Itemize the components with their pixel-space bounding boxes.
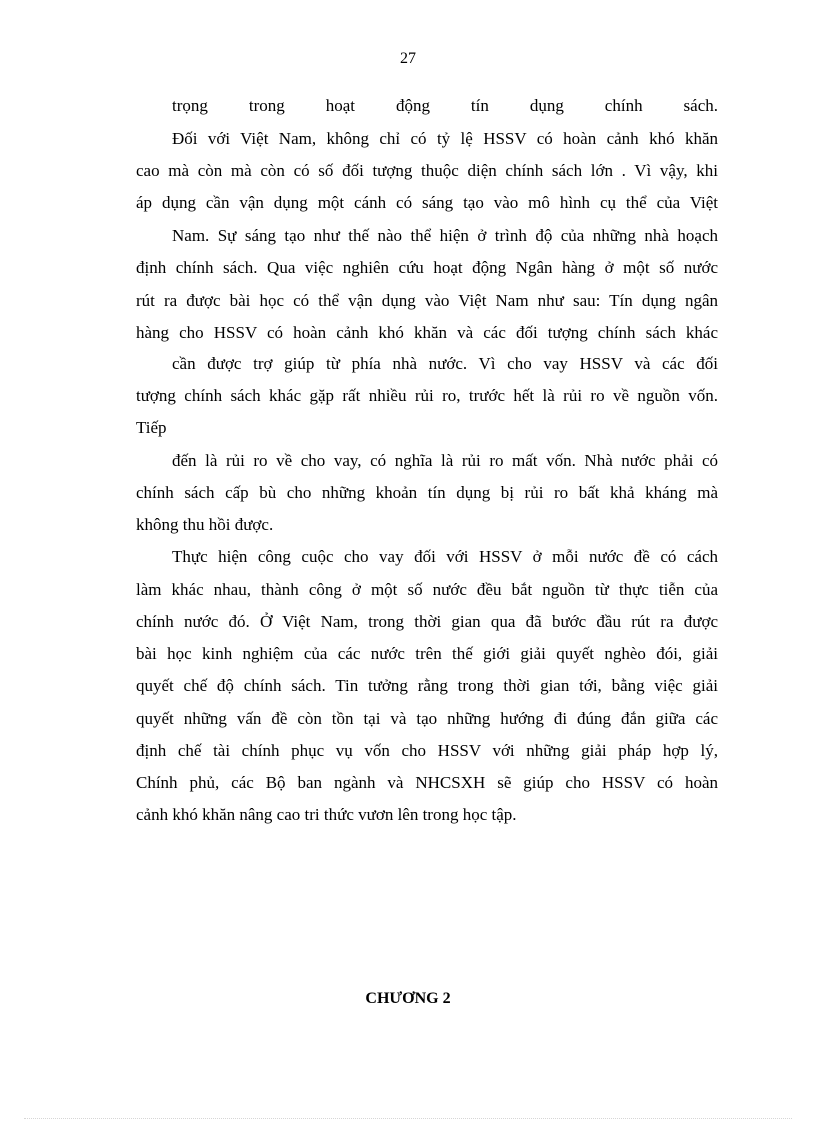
body-line: cần được trợ giúp từ phía nhà nước. Vì cho vay HSSV và các đối: [172, 354, 718, 373]
page-bottom-rule: [24, 1118, 792, 1119]
body-line: bài học kinh nghiệm của các nước trên thế giới giải quyết nghèo đói, giải: [136, 644, 718, 663]
body-line: định chế tài chính phục vụ vốn cho HSSV với những giải pháp hợp lý,: [136, 741, 718, 760]
page-number: 27: [400, 50, 416, 67]
body-line: chính sách cấp bù cho những khoản tín dụng bị rủi ro bất khả kháng mà: [136, 483, 718, 502]
body-line: Tiếp: [136, 418, 167, 437]
body-line: làm khác nhau, thành công ở một số nước đều bắt nguồn từ thực tiễn của: [136, 580, 718, 599]
body-line: cao mà còn mà còn có số đối tượng thuộc diện chính sách lớn . Vì vậy, khi: [136, 161, 718, 180]
body-line: quyết những vấn đề còn tồn tại và tạo những hướng đi đúng đắn giữa các: [136, 709, 718, 728]
body-line: quyết chế độ chính sách. Tin tưởng rằng trong thời gian tới, bằng việc giải: [136, 676, 718, 695]
body-line: Nam. Sự sáng tạo như thế nào thể hiện ở trình độ của những nhà hoạch: [172, 226, 718, 245]
body-line: định chính sách. Qua việc nghiên cứu hoạt động Ngân hàng ở một số nước: [136, 258, 718, 277]
body-line: hàng cho HSSV có hoàn cảnh khó khăn và các đối tượng chính sách khác: [136, 323, 718, 342]
body-line: chính nước đó. Ở Việt Nam, trong thời gian qua đã bước đầu rút ra được: [136, 612, 718, 631]
body-line: tượng chính sách khác gặp rất nhiều rủi ro, trước hết là rủi ro về nguồn vốn.: [136, 386, 718, 405]
body-line: đến là rủi ro về cho vay, có nghĩa là rủi ro mất vốn. Nhà nước phải có: [172, 451, 718, 470]
chapter-heading: CHƯƠNG 2: [365, 990, 451, 1007]
body-line: Đối với Việt Nam, không chỉ có tỷ lệ HSSV có hoàn cảnh khó khăn: [172, 129, 718, 148]
body-line: trọng trong hoạt động tín dụng chính sách.: [172, 96, 718, 115]
body-line: cảnh khó khăn nâng cao tri thức vươn lên trong học tập.: [136, 805, 517, 824]
body-line: Thực hiện công cuộc cho vay đối với HSSV ở mỗi nước đề có cách: [172, 547, 718, 566]
body-line: áp dụng cần vận dụng một cánh có sáng tạo vào mô hình cụ thể của Việt: [136, 193, 718, 212]
body-line: Chính phủ, các Bộ ban ngành và NHCSXH sẽ giúp cho HSSV có hoàn: [136, 773, 718, 792]
body-line: rút ra được bài học có thể vận dụng vào Việt Nam như sau: Tín dụng ngân: [136, 291, 718, 310]
body-line: không thu hồi được.: [136, 515, 274, 534]
